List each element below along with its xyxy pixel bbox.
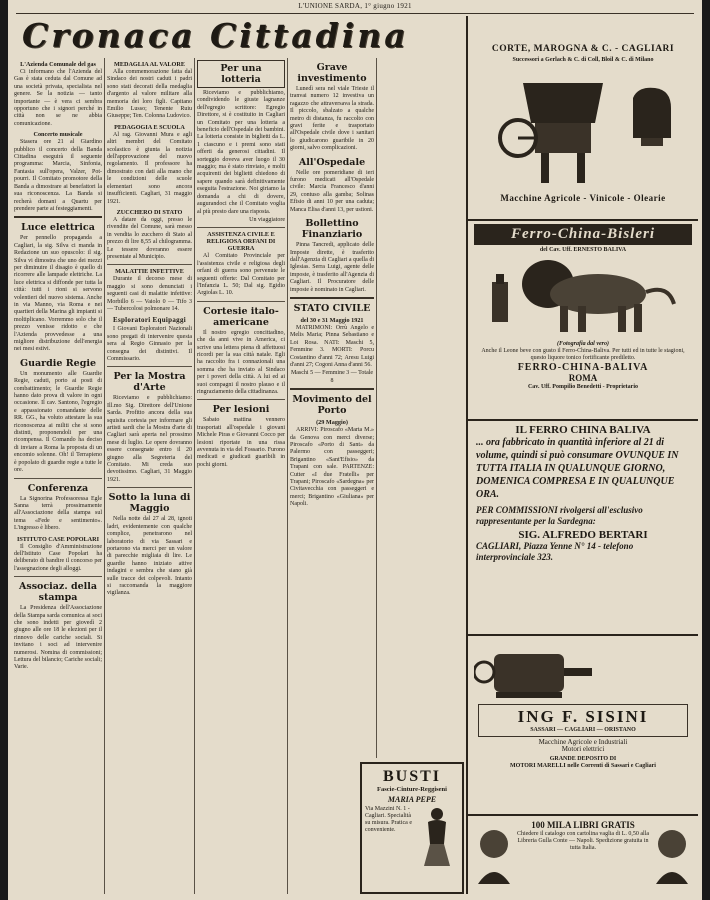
article-body: I Giovani Esploratori Nazionali sono pregati di intervenire questa sera al Regio Ginnasio per la consegna dei distintivi. Il Commissario.: [107, 326, 192, 362]
article-body: Lunedì sera nel viale Trieste il tranvai numero 12 investiva un ragazzo che attraversava la strada. Il piccolo, sbalzato a qualche metro di distanza, fu raccolto con gravi ferite e trasportato all'Ospedale civile dove i sanitari lo giudicarono guaribile in 20 giorni, salvo complicazioni.: [290, 86, 374, 152]
crusher-machine-icon: [483, 68, 683, 188]
ad-ferro-china-notice: [468, 421, 698, 636]
ad-body: Chiedere il catalogo con cartolina vaglia di L. 0,50 alla Libreria Gulla Conte — Napoli. Spedizione gratuita in tutta Italia.: [516, 831, 650, 851]
article-title: ISTITUTO CASE POPOLARI: [16, 535, 100, 543]
article-title: Per una lotteria: [220, 63, 262, 85]
article-divider: [197, 227, 285, 228]
article-body: ARRIVI: Piroscafo «Marta M.» da Genova con merci diverse; Piroscafo «Porto di Sant» da Palermo con passeggeri; Brigantino «Sant'Efisio» da Trapani con sale. PARTENZE: Cutter «I due Fratelli» per Trapani; Piroscafo «Sardegna» per Civitavecchia con passeggeri e merci; Brigantino «Giuliana» per Napoli.: [290, 427, 374, 508]
column-rule: [376, 58, 377, 758]
article-divider: [197, 399, 285, 400]
article-divider: [107, 366, 192, 367]
article-title: Luce elettrica: [21, 222, 95, 234]
ad-subtitle: Successori a Gerlach & C. di Coll, Bloil & C. di Milano: [512, 57, 654, 63]
article-title: Conferenza: [27, 482, 89, 494]
article-body: Alla commemorazione fatta dal Sindaco dei nostri caduti i padri sono stati decorati della medaglia d'argento al valore militare alla memoria dei loro figli. Capitano Emilio Lusso; Tenente Ruiu Giuseppe; Ten. Colonna Ludovico.: [107, 69, 192, 120]
article-title: Per lesioni: [212, 404, 270, 416]
ad-title: Ferro-China-Bisleri: [510, 226, 656, 242]
article-title: Movimento del Porto: [292, 394, 372, 417]
article-title: MEDAGLIA AL VALORE: [114, 61, 185, 68]
article-body: Ci informano che l'Azienda del Gas è stata ceduta dal Comune ad una società privata, specialista nel genere. Se la notizia — tanto importante — è vera ci sembra opportuno che i signori perché in città non se ne abbia comunicazione.: [14, 69, 102, 127]
article-body: Riceviamo e pubblichiamo: Ill.mo Sig. Direttore dell'Unione Sarda. Profitto ancora della sua squisita cortesia per informare gli artisti sardi che la Mostra d'arte di Cagliari sarà aperta nel prossimo mese di luglio. Le opere dovranno essere consegnate entro il 20 giugno alla Segreteria del Comitato. Mi creda suo devotissimo. Cagliari, 31 Maggio 1921.: [107, 395, 192, 483]
portrait-icon: [652, 824, 692, 884]
article-title: Esploratori Equipaggi: [112, 316, 186, 325]
article-summary: Maschi 5 — Femmine 3 — Totale 8: [290, 370, 374, 384]
ad-body: Anche il Leone beve con gusto il Ferro-China-Baliva. Per tutti ed in tutte le stagioni, questo liquore tonico fortificante prediletto.: [481, 348, 685, 361]
corset-figure-icon: [414, 806, 460, 866]
ad-libri: [468, 816, 698, 892]
column-4: [290, 58, 374, 758]
article-divider: [14, 576, 102, 577]
ad-depot: GRANDE DEPOSITO DI: [549, 756, 617, 762]
article-divider: [107, 264, 192, 265]
article-title: Concerto musicale: [33, 131, 83, 139]
article-subtitle: del 30 e 31 Maggio 1921: [300, 316, 364, 324]
ad-body: ... ora fabbricato in quantità inferiore al 21 di volume, quindi si può consumare OVUNQUE IN TUTTA ITALIA IN QUALUNQUE GIORNO, DOMENICA COMPRESA E IN QUALUNQUE ORA.: [476, 437, 679, 500]
ad-cities: SASSARI — CAGLIARI — ORISTANO: [530, 727, 636, 733]
ad-line: Motori elettrici: [561, 745, 605, 753]
ad-banner: [474, 224, 692, 245]
column-rule: [194, 58, 195, 894]
running-head: L'UNIONE SARDA, 1° giugno 1921: [298, 2, 412, 10]
article-body: Sabato mattina vennero trasportati all'ospedale i giovani Michele Piras e Giovanni Cocco per lesioni riportate in una rissa avvenuta in via del Fossario. Furono medicati e giudicati guaribili in pochi giorni.: [197, 417, 285, 468]
article-title: Cortesie italo-americane: [203, 305, 279, 328]
ad-line: Macchine Agricole e Industriali: [538, 738, 628, 746]
advertising-column: [466, 16, 698, 894]
masthead: Cronaca Cittadina: [22, 16, 409, 55]
ad-headline: IL FERRO CHINA BALIVA: [515, 424, 651, 436]
ad-body: Via Mazzini N. 1 - Cagliari. Specialità su misura. Pratica e conveniente.: [365, 806, 412, 833]
article-title: Guardie Regie: [19, 357, 97, 369]
ad-motors: MOTORI MARELLI nelle Correnti di Sassari e Cagliari: [510, 763, 656, 769]
headline-box: [197, 60, 285, 88]
ad-title: CORTE, MAROGNA & C. - CAGLIARI: [491, 44, 675, 54]
portrait-icon: [474, 824, 514, 884]
ad-caption: (Fotografia dal vero): [557, 341, 609, 347]
column-rule: [104, 58, 105, 894]
ad-brand: FERRO-CHINA-BALIVA: [517, 362, 649, 373]
article-title: MALATTIE INFETTIVE: [115, 268, 184, 276]
busti-ad: [360, 762, 464, 894]
top-rule: [16, 13, 694, 14]
article-subtitle: (29 Maggio): [316, 419, 348, 427]
article-body: Per pennello propaganda a Cagliari, la sig. Silva ci manda in Redazione un suo opuscolo: il sig. Silva vi dimostra che uno dei mezzi per diminuire il disagio è quello di ricorrere alle lampade elettriche. La luce elettrica si diffonde per tutta la città: tutti i rioni si servono volentieri del nuovo sistema. Anche in via Manno, via Roma e nei quartieri della Marina gli impianti si moltiplicano. Vorremmo solo che il prezzo venisse ridotto e che l'Azienda provvedesse a una migliore distribuzione dell'energia nei mesi estivi.: [14, 235, 102, 353]
article-body: Al rag. Giovanni Mura e agli altri membri del Comitato scolastico è giunta la notizia dell'approvazione del nuovo regolamento. Il professore ha dimostrato con dati alla mano che le condizioni delle scuole elementari sono ancora insufficienti. Cagliari, 31 maggio 1921.: [107, 131, 192, 205]
article-divider: [107, 487, 192, 488]
ad-commission: PER COMMISSIONI rivolgersi all'esclusivo rappresentante per la Sardegna:: [476, 505, 643, 526]
article-title: Bollettino Finanziario: [301, 218, 363, 241]
article-divider: [290, 388, 374, 390]
ad-title: 100 MILA LIBRI GRATIS: [531, 820, 635, 830]
column-1: [14, 58, 102, 894]
ad-footer: Macchine Agricole - Vinicole - Olearie: [500, 193, 666, 203]
article-title: PEDAGOGIA E SCUOLA: [114, 123, 185, 131]
article-title: Grave investimento: [297, 62, 367, 84]
column-3: [197, 58, 285, 894]
ad-title-box: [478, 704, 688, 737]
article-title: L'Azienda Comunale del gas: [20, 61, 96, 68]
article-divider: [14, 478, 102, 479]
article-body: Nella notte dal 27 al 28, ignoti ladri, evidentemente con qualche complice, penetrarono nel laboratorio di via Sassari e portarono via merci per un valore di parecchie migliaia di lire. Le guardie hanno iniziato attive indagini e sembra che siano già sulle tracce dei colpevoli. Intanto si raccomanda la maggiore vigilanza.: [107, 516, 192, 597]
ad-title: ING F. SISINI: [517, 707, 649, 726]
article-title: ZUCCHERO DI STATO: [116, 208, 183, 216]
article-title: Associaz. della stampa: [18, 581, 98, 604]
ad-city: ROMA: [568, 373, 598, 383]
ad-maker: MARIA PEPE: [387, 795, 437, 804]
ad-ferro-china: [468, 221, 698, 421]
column-2: [107, 58, 192, 894]
article-divider: [14, 216, 102, 218]
ad-address: CAGLIARI, Piazza Yenne N° 14 - telefono interprovinciale 323.: [476, 541, 634, 562]
article-body: Durante il decorso mese di maggio si sono denunciati i seguenti casi di malattie infettive: Morbillo 6 — Vaiolo 0 — Tifo 3 — Tubercolosi polmonare 14.: [107, 276, 192, 312]
ad-sisini: [468, 636, 698, 816]
article-body: Riceviamo e pubblichiamo, condividendo le giuste lagnanze dell'egregio scrittore: Egregio Direttore, si è costituito in Cagliari un Comitato per una lotteria a beneficio dell'Ospedale dei bambini. La lotteria consiste in biglietti da L. 1 ciascuno e i premi sono stati offerti da generosi cittadini. Il sorteggio doveva aver luogo il 30 maggio; ma è stato rinviato, e molti acquirenti dei biglietti chiedono di sapere quando sarà definitivamente eseguita l'estrazione. Noi giriamo la domanda a chi di dovere, augurandoci che il Comitato voglia al più presto dare una risposta.: [197, 90, 285, 215]
ad-subtitle: del Cav. Uff. ERNESTO BALIVA: [539, 247, 627, 253]
article-title: STATO CIVILE: [293, 302, 371, 314]
article-body: Nelle ore pomeridiane di ieri furono medicati all'Ospedale civile: Marcia Francesco d'anni 29, contuso alla gamba; Solinas Efisio di anni 10 per una caduta; Manca Elisa d'anni 13, per ustioni.: [290, 169, 374, 213]
ad-subtitle: Fascie-Cinture-Reggiseni: [377, 786, 447, 793]
lion-drinking-icon: [478, 254, 688, 336]
article-title: Per la Mostra d'Arte: [113, 371, 186, 394]
article-body: Un monumento alle Guardie Regie, caduti, porto ai posti di combattimento; le Guardie Regie hanno dato prova di valore in ogni occasione. Il cav. Santono, l'egregio e appassionato comandante delle RR. GG., ha voluto attestare la sua riconoscenza ai militi che si sono distinti, proponendoli per una ricompensa. Il Comando ha deciso di inviare a Roma la proposta di un encomio solenne. Oh! il Terrapieno è popolato di guardie regie a tutte le ore.: [14, 370, 102, 474]
column-rule: [287, 58, 288, 894]
article-body: La Presidenza dell'Associazione della Stampa sarda comunica ai soci che sono indetti per giovedì 2 giugno alle ore 18 le elezioni per il rinnovo delle cariche sociali. Si invitano i soci ad intervenire numerosi. Nomina di commissioni; Lettura del bilancio; Cariche sociali; Varie.: [14, 605, 102, 671]
article-body: Pinna Tancredi, applicato delle Imposte dirette, è trasferito dall'Agenzia di Cagliari a quella di Iglesias. Serra Luigi, agente delle imposte, è trasferito all'Agenzia di Cagliari. Il Procuratore delle imposte è nominato in Cagliari.: [290, 242, 374, 293]
article-body: La Signorina Professoressa Egle Sanna terrà prossimamente all'Associazione della stampa sul tema «Fede e sentimento». L'ingresso è libero.: [14, 495, 102, 532]
article-body: Il Consiglio d'Amministrazione dell'Istituto Case Popolari ha deliberato di bandire il concorso per l'assegnazione degli alloggi.: [14, 543, 102, 572]
ad-title: BUSTI: [382, 768, 442, 785]
article-body: Al Comitato Provinciale per l'assistenza civile e religiosa degli orfani di guerra sono pervenute le seguenti offerte: Dal Comitato per l'Infanzia L. 50; Dal sig. Egidio Argiolas L. 10.: [197, 253, 285, 297]
article-title: Sotto la luna di Maggio: [108, 492, 191, 515]
article-body: Stasera ore 21 al Giardino pubblico il concerto della Banda Cittadina eseguirà il seguente programma: Marcia, Sinfonia, Fantasia sull'opera, Valzer, Pot-pourri. Il Comitato promotore della Banda a dimostrare ai benefattori la sua riconoscenza. La Banda si recherà domani a Quartu per prendere parte ai festeggiamenti.: [14, 139, 102, 212]
article-body: Il nostro egregio concittadino, che da anni vive in America, ci scrive una lettera piena di affettuosi ricordi per la sua città natale. Egli ha raccolto fra i connazionali una somma che ha inviato al Sindaco per i poveri della città. A lui ed ai suoi compagni il nostro plauso e il ringraziamento della cittadinanza.: [197, 329, 285, 395]
article-divider: [290, 297, 374, 299]
article-signature: Un viaggiatore: [249, 216, 285, 223]
ad-corte-marogna: [468, 16, 698, 221]
article-body: A datare da oggi, presso le rivendite del Comune, sarà messo in vendita lo zucchero di Stato al prezzo di lire 8,55 al chilogramma. Le tessere dovranno essere presentate al Municipio.: [107, 216, 192, 260]
article-title: ASSISTENZA CIVILE E RELIGIOSA ORFANI DI GUERRA: [206, 231, 276, 253]
article-title: All'Ospedale: [298, 156, 366, 168]
newspaper-page: [8, 0, 702, 900]
electric-motor-icon: [474, 642, 604, 702]
ad-representative: SIG. ALFREDO BERTARI: [518, 529, 648, 541]
article-body: MATRIMONI: Orrù Angelo e Melis Maria; Pinna Sebastiano e Loi Rosa. NATI: Maschi 5, Femmine 3. MORTI: Porcu Costantino d'anni 72; Aresu Luigi d'anni 27; Cogoni Anna d'anni 56.: [290, 324, 374, 368]
article-divider: [197, 301, 285, 302]
ad-maker: Cav. Uff. Pompilio Benedetti - Proprietario: [527, 384, 639, 390]
